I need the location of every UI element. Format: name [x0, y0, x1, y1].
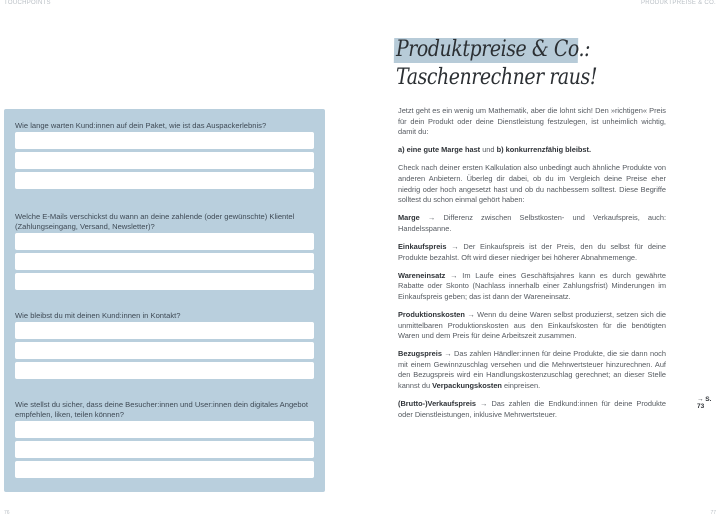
answer-field-2-3[interactable]	[15, 273, 314, 290]
running-head-left: TOUCHPOINTS	[4, 0, 51, 6]
term-produktionskosten: Produktionskosten → Wenn du deine Waren selbst produzierst, setzen sich die unmittelbaren Produktionskosten aus den Einkaufskosten für die benötigten Waren und dem Preis für deine Arbeitszeit zusammen.	[398, 309, 666, 341]
page-number-right: 77	[710, 510, 716, 516]
question-block-2	[15, 212, 315, 293]
term-bezugspreis: Bezugspreis → Das zahlen Händler:innen für deine Produkte, die sie dann noch mit einem Gewinnzuschlag versehen und die Mehrwertsteuer hinzurechnen. Auf den Bezugspreis wird ein Handlungskostenzuschlag gerechnet; an dieser Stelle kannst du Verpackungskosten einpreisen.	[398, 349, 666, 390]
question-block-1	[15, 121, 315, 192]
question-label: Welche E-Mails verschickst du wann an deine zahlende (oder gewünschte) Klientel (Zahlungseingang, Versand, Newsletter)?	[15, 212, 295, 231]
title-line-2: Taschenrechner raus!	[396, 65, 597, 90]
term-wareneinsatz: Wareneinsatz → Im Laufe eines Geschäftsjahres kann es durch gewährte Rabatte oder Skonto (Nachlass innerhalb einer Zahlungsfrist) Minderungen im Einkaufspreis geben; das ist dann der Wareneinsatz.	[398, 270, 666, 301]
question-label: Wie bleibst du mit deinen Kund:innen in Kontakt?	[15, 311, 181, 320]
running-head-right: PRODUKTPREISE & CO.	[640, 0, 716, 6]
answer-field-3-2[interactable]	[15, 342, 314, 359]
question-block-3	[15, 311, 315, 382]
answer-field-1-1[interactable]	[15, 132, 314, 149]
goals-paragraph: a) eine gute Marge hast und b) konkurrenzfähig bleibst.	[398, 145, 592, 155]
goal-b: b) konkurrenzfähig bleibst.	[496, 145, 592, 155]
cross-reference-link[interactable]: → S. 73	[697, 396, 712, 410]
question-block-4	[15, 400, 315, 481]
term-verkaufspreis: (Brutto-)Verkaufspreis → Das zahlen die Endkund:innen für deine Produkte oder Dienstleistungen, inklusive Mehrwertsteuer.	[398, 399, 666, 419]
check-paragraph: Check nach deiner ersten Kalkulation also unbedingt auch ähnliche Produkte von anderen Anbietern. Überleg dir dabei, ob du im Vergleich deine Preise eher niedrig oder hoch angesetzt hast und ob du nachbessern solltest. Diese Begriffe solltest du schon einmal gehört haben:	[398, 163, 666, 205]
answer-field-3-1[interactable]	[15, 322, 314, 339]
goal-a: a) eine gute Marge hast	[398, 145, 481, 155]
question-label: Wie lange warten Kund:innen auf dein Paket, wie ist das Auspackerlebnis?	[15, 121, 267, 130]
answer-field-4-3[interactable]	[15, 461, 314, 478]
answer-field-1-3[interactable]	[15, 172, 314, 189]
title-line-1: Produktpreise & Co.:	[396, 37, 591, 62]
page-number-left: 76	[4, 510, 10, 516]
answer-field-2-1[interactable]	[15, 233, 314, 250]
page-title	[396, 36, 630, 92]
worksheet-panel	[4, 109, 325, 492]
answer-field-3-3[interactable]	[15, 362, 314, 379]
answer-field-1-2[interactable]	[15, 152, 314, 169]
answer-field-4-2[interactable]	[15, 441, 314, 458]
term-einkaufspreis: Einkaufspreis → Der Einkaufspreis ist der Preis, den du selbst für deine Produkte bezahlst. Oft wird dieser niedriger bei höherer Abnahmemenge.	[398, 241, 666, 262]
term-marge: Marge → Differenz zwischen Selbstkosten- und Verkaufspreis, auch: Handelsspanne.	[398, 213, 666, 233]
intro-paragraph: Jetzt geht es ein wenig um Mathematik, aber die lohnt sich! Den »richtigen« Preis für dein Produkt oder deine Dienstleistung festzulegen, ist unheimlich wichtig, damit du:	[398, 106, 666, 137]
question-label: Wie stellst du sicher, dass deine Besucher:innen und User:innen dein digitales Angebot empfehlen, liken, teilen können?	[15, 400, 308, 419]
body-text	[398, 106, 666, 428]
answer-field-2-2[interactable]	[15, 253, 314, 270]
answer-field-4-1[interactable]	[15, 421, 314, 438]
